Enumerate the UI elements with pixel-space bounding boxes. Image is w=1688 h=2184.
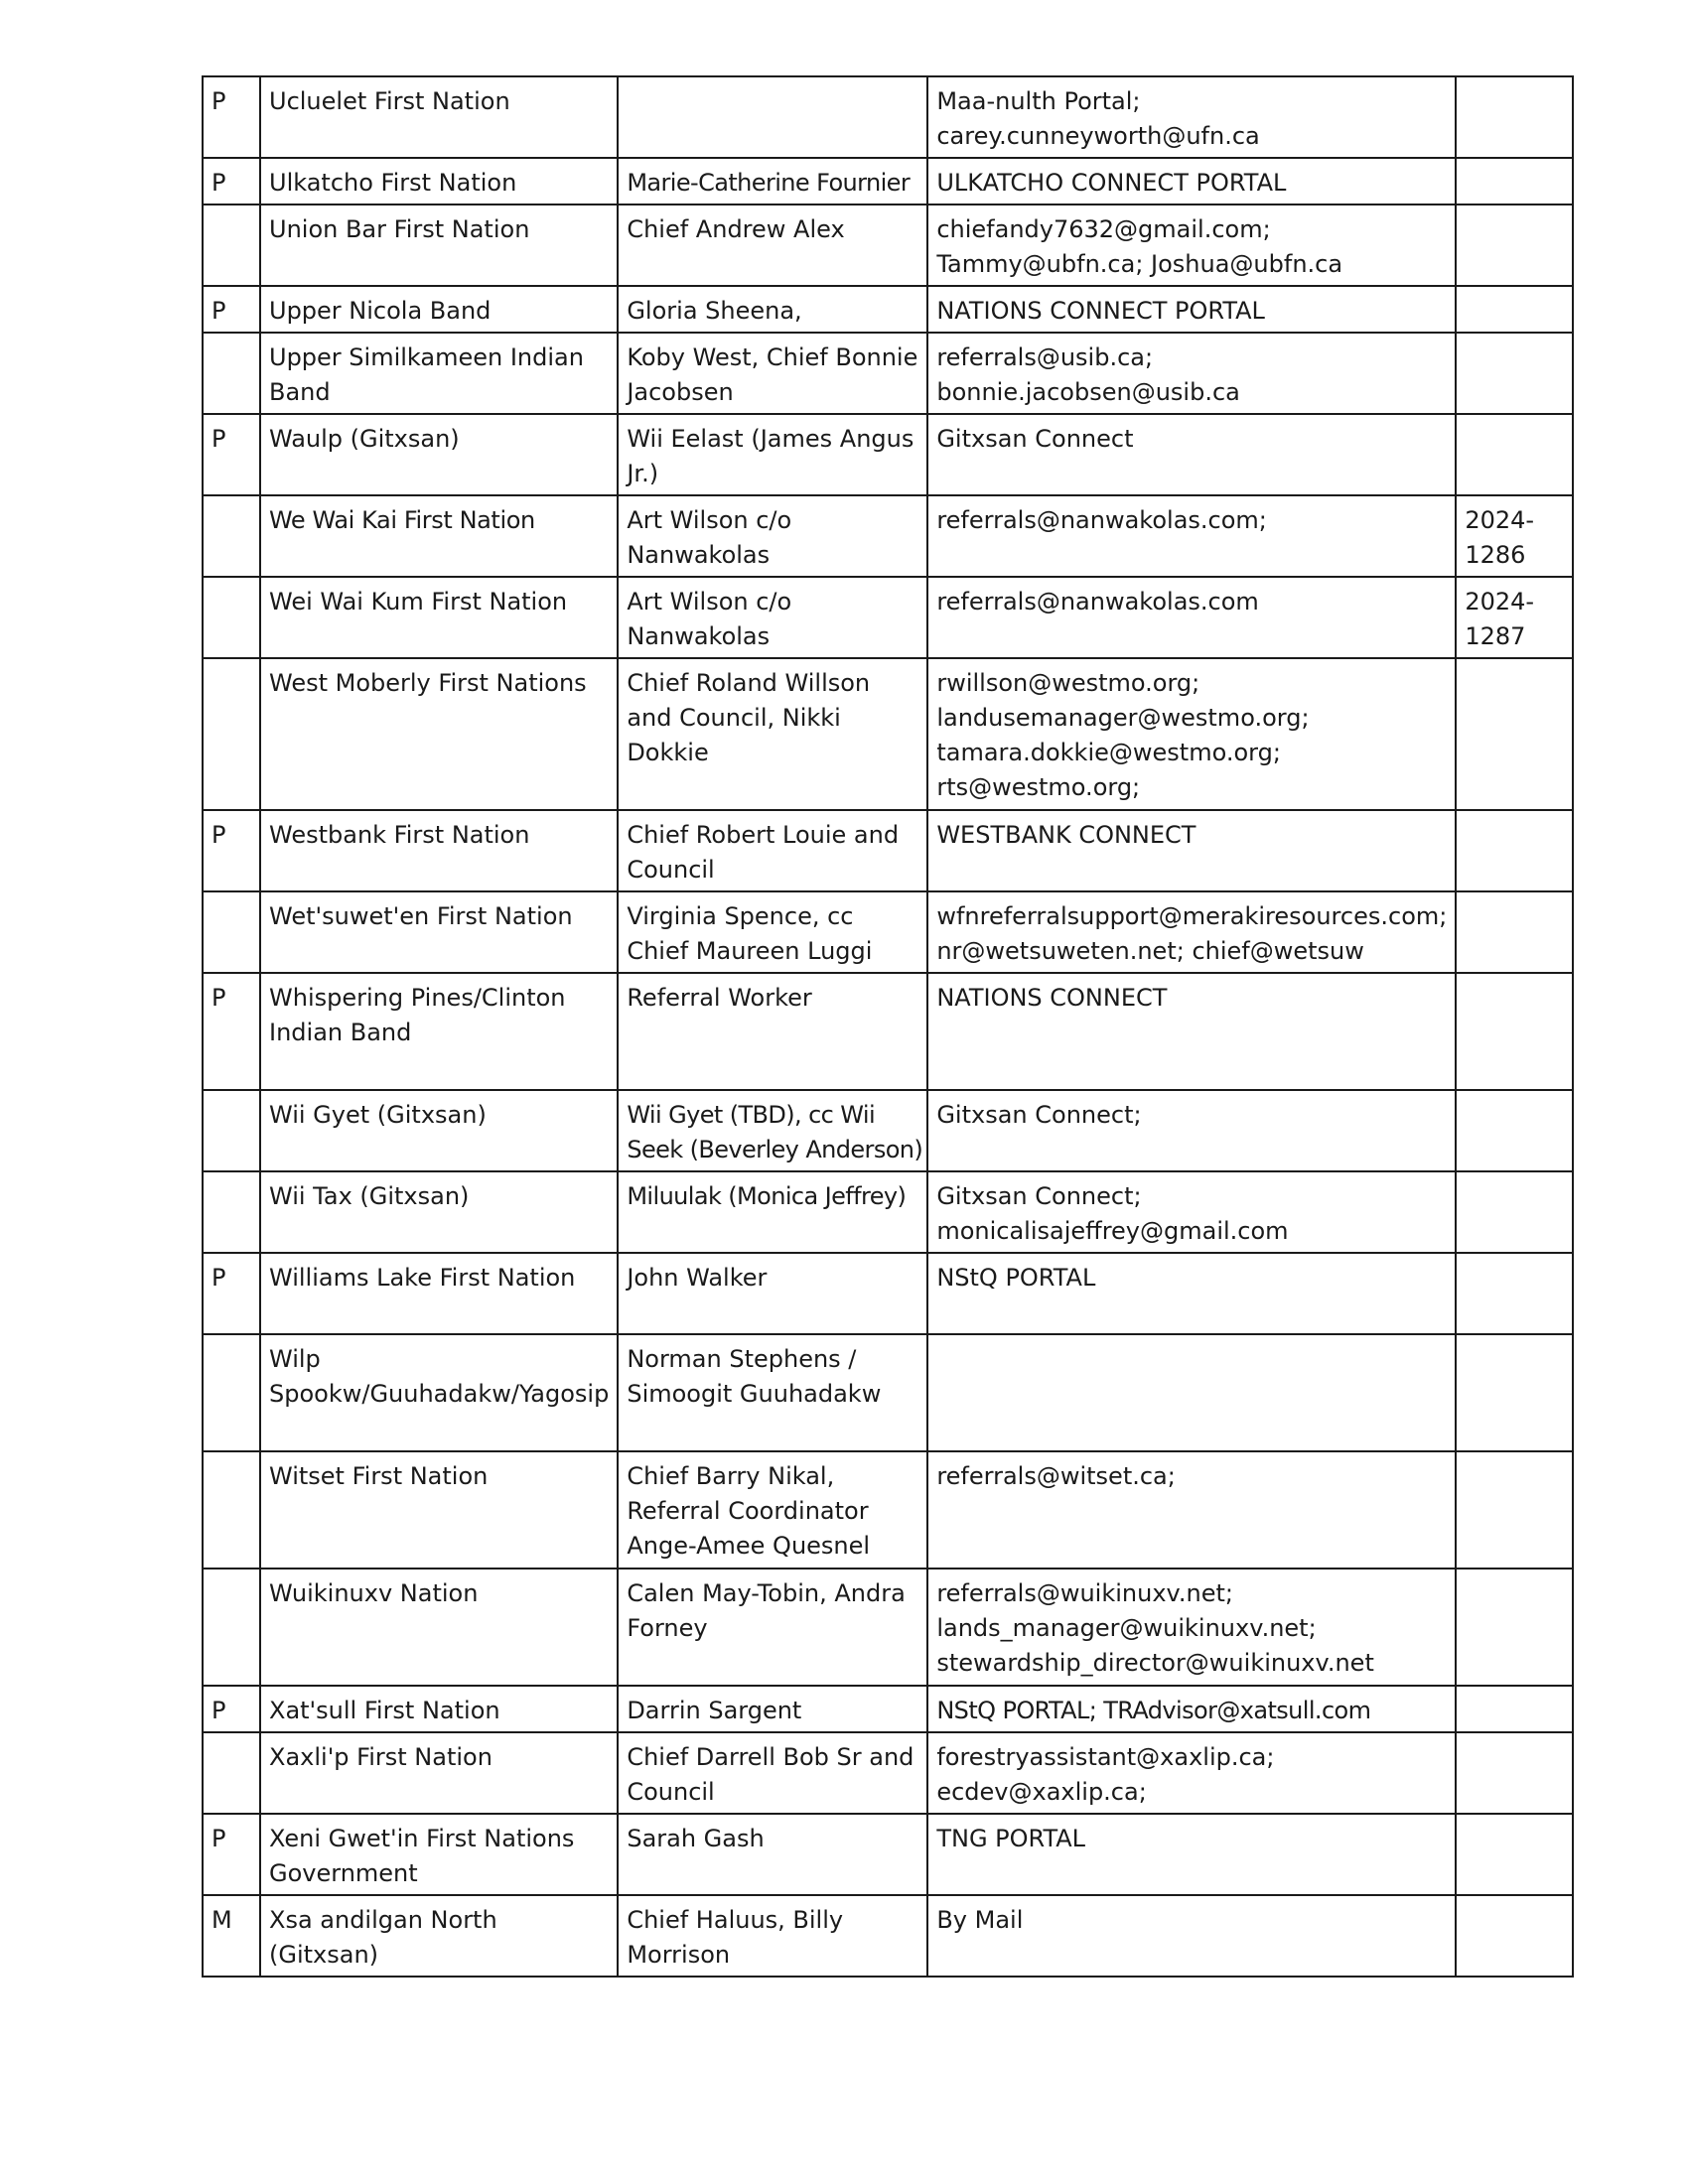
flag-cell (203, 1451, 260, 1569)
referral-contacts-table (202, 75, 1574, 1978)
file-number-cell (1456, 810, 1573, 891)
nation-cell: Whispering Pines/Clinton Indian Band (260, 973, 618, 1090)
contact-cell: Chief Robert Louie and Council (618, 810, 927, 891)
table-row (203, 1253, 1573, 1334)
contact-cell: Referral Worker (618, 973, 927, 1090)
contact-cell: Virginia Spence, cc Chief Maureen Luggi (618, 891, 927, 973)
table-row (203, 1732, 1573, 1814)
contact-cell: Chief Darrell Bob Sr and Council (618, 1732, 927, 1814)
table-row (203, 1814, 1573, 1895)
nation-cell: Witset First Nation (260, 1451, 618, 1569)
referral-cell: Gitxsan Connect (927, 414, 1456, 495)
referral-cell: TNG PORTAL (927, 1814, 1456, 1895)
referral-cell: Gitxsan Connect; (927, 1090, 1456, 1171)
referral-cell: rwillson@westmo.org; landusemanager@westmo.org; tamara.dokkie@westmo.org; rts@westmo.org; (927, 658, 1456, 810)
flag-cell: P (203, 158, 260, 205)
flag-cell: P (203, 76, 260, 158)
table-row (203, 1686, 1573, 1732)
flag-cell: P (203, 286, 260, 333)
referral-cell: referrals@wuikinuxv.net; lands_manager@wuikinuxv.net; stewardship_director@wuikinuxv.net (927, 1569, 1456, 1686)
table-row (203, 577, 1573, 658)
table-row (203, 891, 1573, 973)
contact-cell: Darrin Sargent (618, 1686, 927, 1732)
nation-cell: Ulkatcho First Nation (260, 158, 618, 205)
file-number-cell: 2024-1287 (1456, 577, 1573, 658)
nation-cell: We Wai Kai First Nation (260, 495, 618, 577)
referral-cell: By Mail (927, 1895, 1456, 1977)
table-row (203, 1451, 1573, 1569)
table-row (203, 158, 1573, 205)
file-number-cell (1456, 1451, 1573, 1569)
flag-cell: P (203, 1814, 260, 1895)
contact-cell: Wii Eelast (James Angus Jr.) (618, 414, 927, 495)
flag-cell: P (203, 810, 260, 891)
flag-cell (203, 1334, 260, 1451)
table-row (203, 973, 1573, 1090)
flag-cell: P (203, 1686, 260, 1732)
file-number-cell: 2024-1286 (1456, 495, 1573, 577)
flag-cell (203, 495, 260, 577)
table-row (203, 1171, 1573, 1253)
file-number-cell (1456, 973, 1573, 1090)
nation-cell: Waulp (Gitxsan) (260, 414, 618, 495)
flag-cell (203, 1090, 260, 1171)
flag-cell (203, 658, 260, 810)
nation-cell: Wii Tax (Gitxsan) (260, 1171, 618, 1253)
referral-cell: referrals@usib.ca; bonnie.jacobsen@usib.ca (927, 333, 1456, 414)
flag-cell (203, 1569, 260, 1686)
contact-cell: Norman Stephens / Simoogit Guuhadakw (618, 1334, 927, 1451)
file-number-cell (1456, 1090, 1573, 1171)
file-number-cell (1456, 1171, 1573, 1253)
table-row (203, 1569, 1573, 1686)
file-number-cell (1456, 1686, 1573, 1732)
table-row (203, 333, 1573, 414)
contact-cell: Koby West, Chief Bonnie Jacobsen (618, 333, 927, 414)
contact-cell: Wii Gyet (TBD), cc Wii Seek (Beverley Anderson) (618, 1090, 927, 1171)
flag-cell: P (203, 414, 260, 495)
flag-cell (203, 1171, 260, 1253)
table-row (203, 414, 1573, 495)
contact-cell: Art Wilson c/o Nanwakolas (618, 577, 927, 658)
nation-cell: Ucluelet First Nation (260, 76, 618, 158)
flag-cell (203, 891, 260, 973)
referral-cell (927, 1334, 1456, 1451)
file-number-cell (1456, 205, 1573, 286)
flag-cell (203, 205, 260, 286)
flag-cell (203, 577, 260, 658)
referral-cell: chiefandy7632@gmail.com; Tammy@ubfn.ca; Joshua@ubfn.ca (927, 205, 1456, 286)
file-number-cell (1456, 1895, 1573, 1977)
table-row (203, 286, 1573, 333)
contact-cell: Gloria Sheena, (618, 286, 927, 333)
nation-cell: Xaxli'p First Nation (260, 1732, 618, 1814)
referral-cell: NATIONS CONNECT (927, 973, 1456, 1090)
referral-cell: referrals@nanwakolas.com; (927, 495, 1456, 577)
file-number-cell (1456, 333, 1573, 414)
contact-cell (618, 76, 927, 158)
nation-cell: Wuikinuxv Nation (260, 1569, 618, 1686)
referral-cell: wfnreferralsupport@merakiresources.com; nr@wetsuweten.net; chief@wetsuw (927, 891, 1456, 973)
nation-cell: Xeni Gwet'in First Nations Government (260, 1814, 618, 1895)
nation-cell: Wei Wai Kum First Nation (260, 577, 618, 658)
flag-cell (203, 1732, 260, 1814)
nation-cell: Xat'sull First Nation (260, 1686, 618, 1732)
contact-cell: Marie-Catherine Fournier (618, 158, 927, 205)
file-number-cell (1456, 1253, 1573, 1334)
nation-cell: Xsa andilgan North (Gitxsan) (260, 1895, 618, 1977)
referral-cell: NStQ PORTAL (927, 1253, 1456, 1334)
referral-cell: forestryassistant@xaxlip.ca; ecdev@xaxlip.ca; (927, 1732, 1456, 1814)
file-number-cell (1456, 1732, 1573, 1814)
contact-cell: Chief Roland Willson and Council, Nikki Dokkie (618, 658, 927, 810)
flag-cell (203, 333, 260, 414)
nation-cell: Wii Gyet (Gitxsan) (260, 1090, 618, 1171)
referral-cell: Gitxsan Connect; monicalisajeffrey@gmail.com (927, 1171, 1456, 1253)
table-row (203, 658, 1573, 810)
nation-cell: Upper Nicola Band (260, 286, 618, 333)
table-row (203, 205, 1573, 286)
contact-cell: Calen May-Tobin, Andra Forney (618, 1569, 927, 1686)
flag-cell: P (203, 1253, 260, 1334)
table-row (203, 495, 1573, 577)
table-row (203, 1895, 1573, 1977)
contact-cell: Art Wilson c/o Nanwakolas (618, 495, 927, 577)
referral-cell: WESTBANK CONNECT (927, 810, 1456, 891)
file-number-cell (1456, 76, 1573, 158)
contact-cell: Chief Haluus, Billy Morrison (618, 1895, 927, 1977)
contact-cell: Chief Andrew Alex (618, 205, 927, 286)
nation-cell: Union Bar First Nation (260, 205, 618, 286)
nation-cell: Upper Similkameen Indian Band (260, 333, 618, 414)
referral-cell: NATIONS CONNECT PORTAL (927, 286, 1456, 333)
flag-cell: P (203, 973, 260, 1090)
referral-cell: ULKATCHO CONNECT PORTAL (927, 158, 1456, 205)
nation-cell: West Moberly First Nations (260, 658, 618, 810)
contact-cell: Chief Barry Nikal, Referral Coordinator Ange-Amee Quesnel (618, 1451, 927, 1569)
nation-cell: Wet'suwet'en First Nation (260, 891, 618, 973)
table-row (203, 76, 1573, 158)
table-row (203, 1334, 1573, 1451)
table-row (203, 810, 1573, 891)
file-number-cell (1456, 1814, 1573, 1895)
referral-cell: referrals@nanwakolas.com (927, 577, 1456, 658)
contact-cell: John Walker (618, 1253, 927, 1334)
nation-cell: Williams Lake First Nation (260, 1253, 618, 1334)
file-number-cell (1456, 158, 1573, 205)
file-number-cell (1456, 658, 1573, 810)
referral-cell: NStQ PORTAL; TRAdvisor@xatsull.com (927, 1686, 1456, 1732)
file-number-cell (1456, 414, 1573, 495)
contact-cell: Sarah Gash (618, 1814, 927, 1895)
table-row (203, 1090, 1573, 1171)
flag-cell: M (203, 1895, 260, 1977)
nation-cell: Westbank First Nation (260, 810, 618, 891)
file-number-cell (1456, 1569, 1573, 1686)
file-number-cell (1456, 1334, 1573, 1451)
file-number-cell (1456, 891, 1573, 973)
referral-cell: referrals@witset.ca; (927, 1451, 1456, 1569)
contact-cell: Miluulak (Monica Jeffrey) (618, 1171, 927, 1253)
referral-cell: Maa-nulth Portal; carey.cunneyworth@ufn.ca (927, 76, 1456, 158)
nation-cell: Wilp Spookw/Guuhadakw/Yagosip (260, 1334, 618, 1451)
file-number-cell (1456, 286, 1573, 333)
